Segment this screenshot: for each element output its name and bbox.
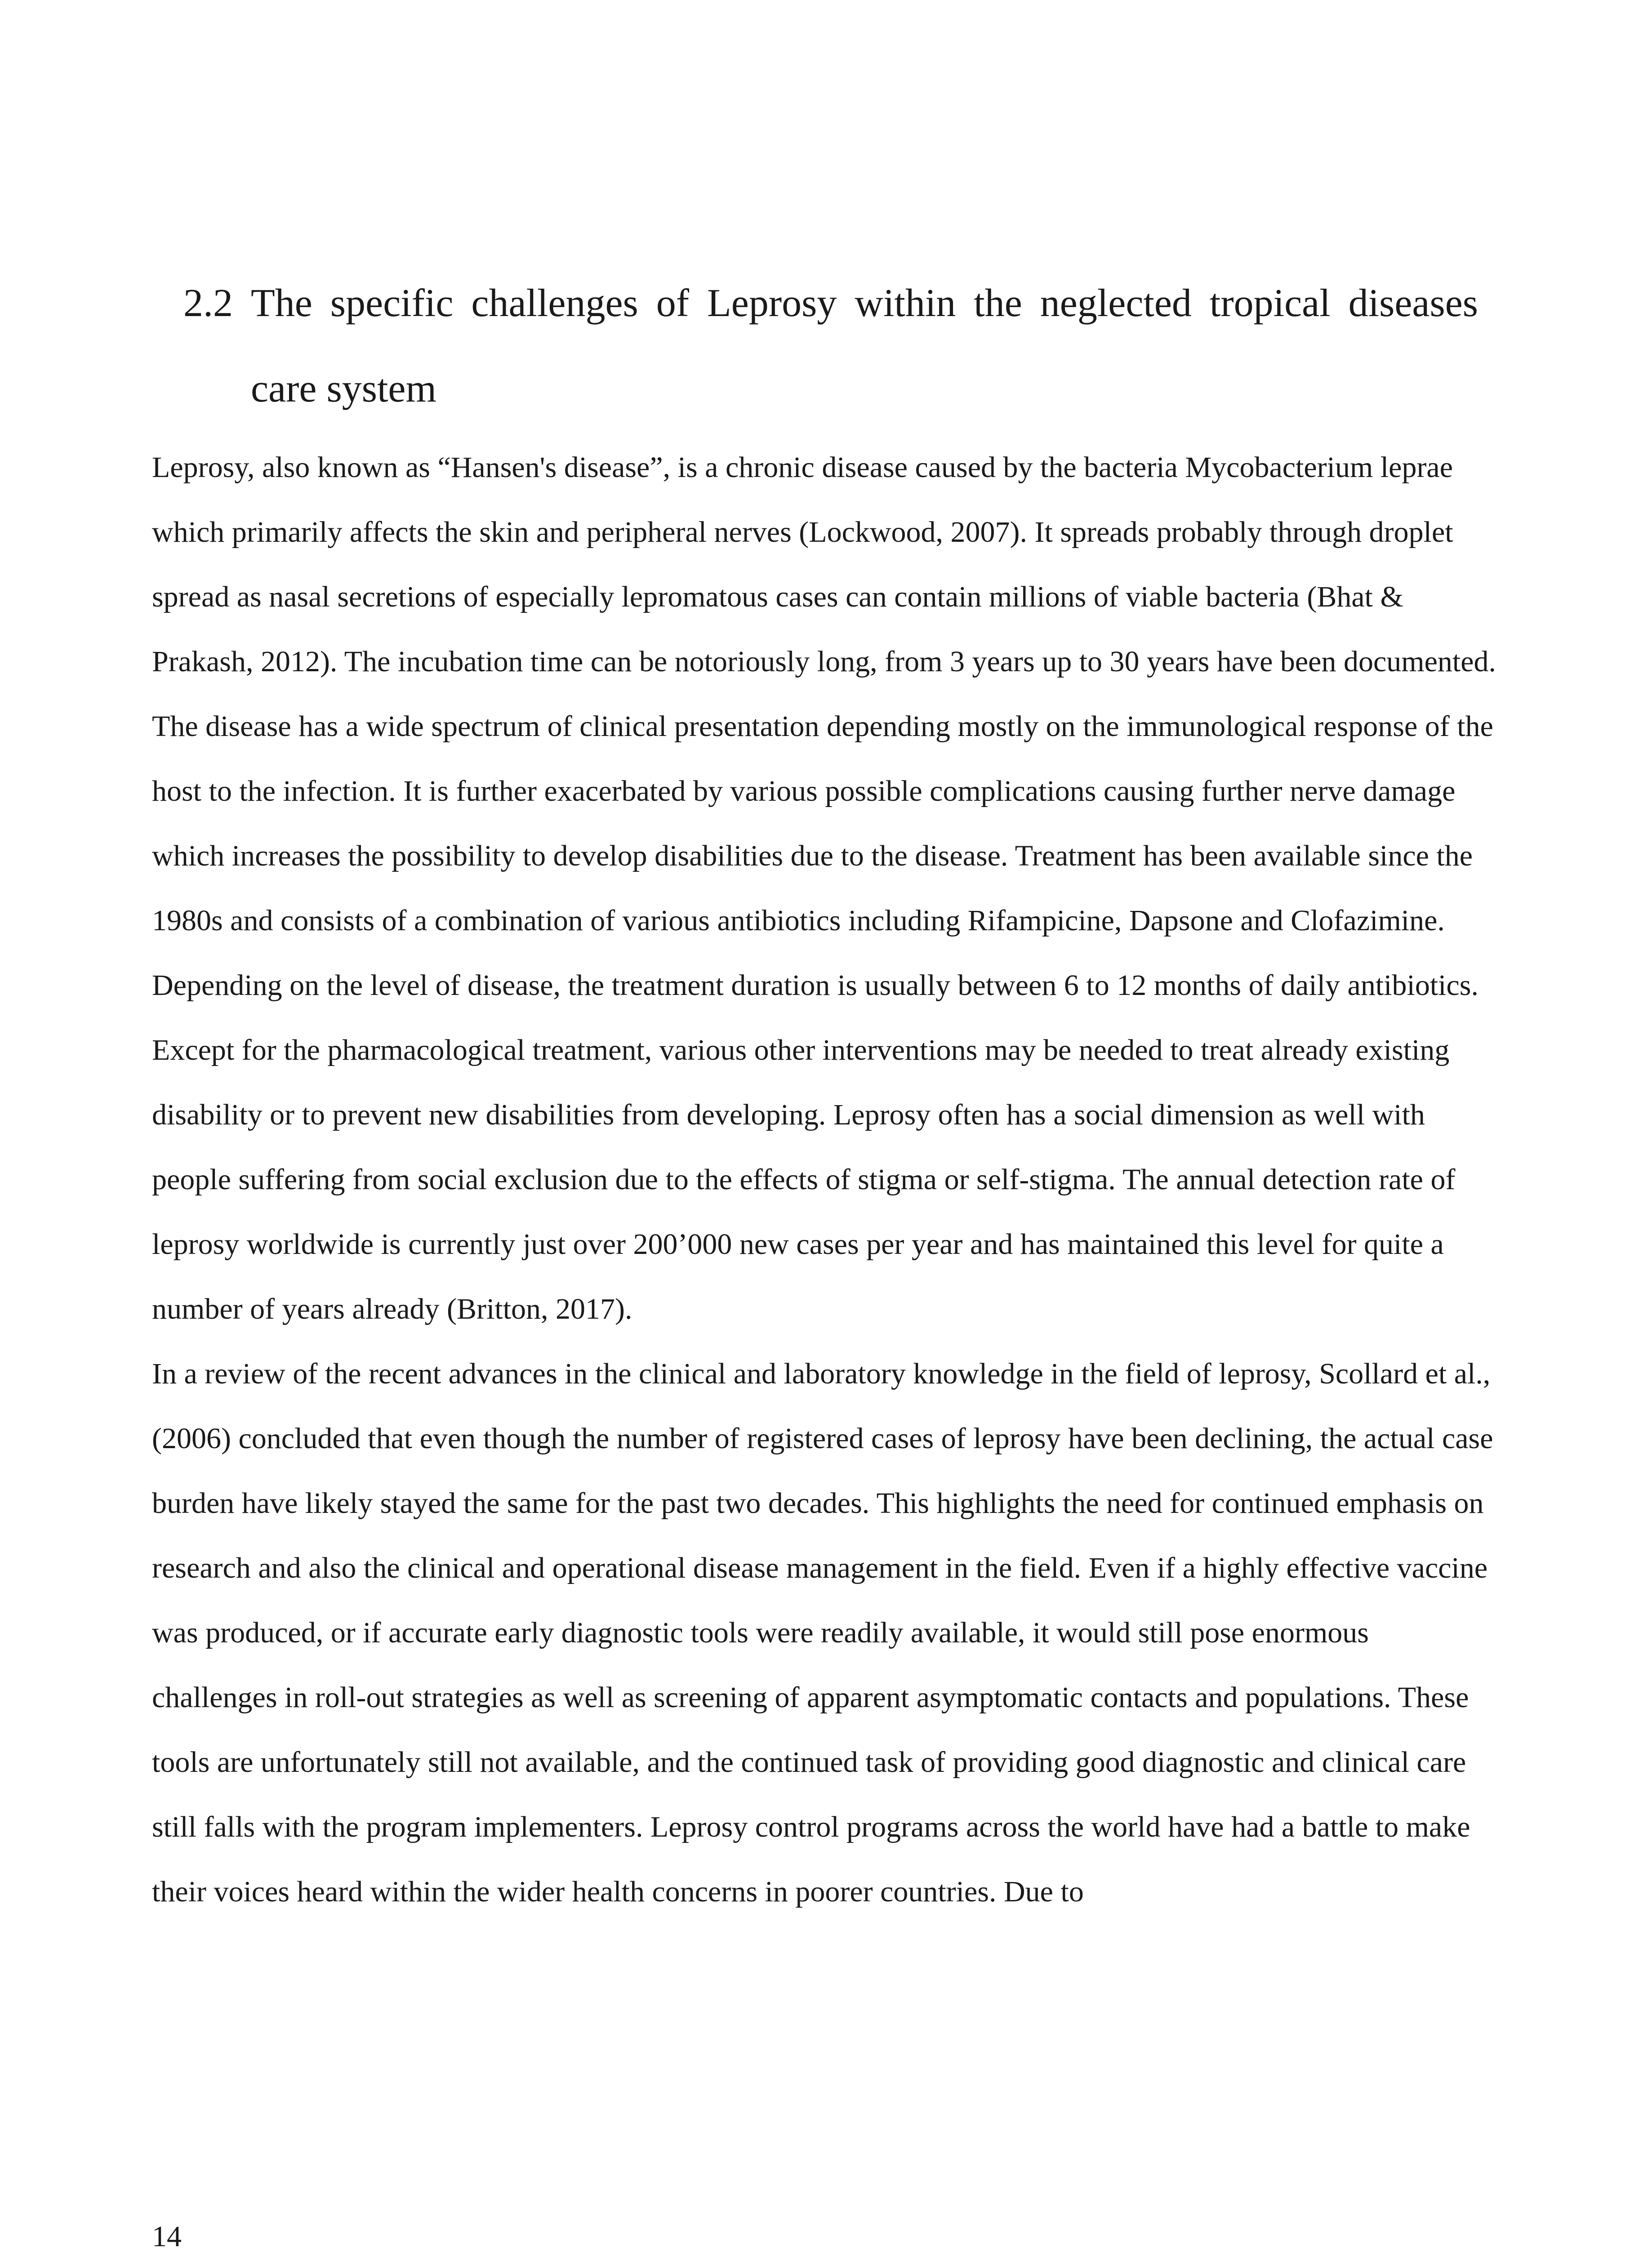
paragraph-recent-advances: In a review of the recent advances in the clinical and laboratory knowledge in the field of leprosy, Scollard et al., (2006) concluded that even though the number of registered cases of leprosy have been declining, the actual case burden have likely stayed the same for the past two decades. This highlights the need for continued emphasis on research and also the clinical and operational disease management in the field. Even if a highly effective vaccine was produced, or if accurate early diagnostic tools were readily available, it would still pose enormous challenges in roll-out strategies as well as screening of apparent asymptomatic contacts and populations. These tools are unfortunately still not available, and the continued task of providing good diagnostic and clinical care still falls with the program implementers. Leprosy control programs across the world have had a battle to make their voices heard within the wider health concerns in poorer countries. Due to	[152, 1357, 1493, 1908]
section-title: The specific challenges of Leprosy within the neglected tropical diseases care system	[251, 281, 1478, 410]
page-number: 14	[152, 2220, 182, 2248]
section-heading	[183, 261, 1478, 432]
paragraph-leprosy-overview: Leprosy, also known as “Hansen's disease”, is a chronic disease caused by the bacteria Mycobacterium leprae which primarily affects the skin and peripheral nerves (Lockwood, 2007). It spreads probably through droplet spread as nasal secretions of especially lepromatous cases can contain millions of viable bacteria (Bhat & Prakash, 2012). The incubation time can be notoriously long, from 3 years up to 30 years have been documented. The disease has a wide spectrum of clinical presentation depending mostly on the immunological response of the host to the infection. It is further exacerbated by various possible complications causing further nerve damage which increases the possibility to develop disabilities due to the disease. Treatment has been available since the 1980s and consists of a combination of various antibiotics including Rifampicine, Dapsone and Clofazimine. Depending on the level of disease, the treatment duration is usually between 6 to 12 months of daily antibiotics. Except for the pharmacological treatment, various other interventions may be needed to treat already existing disability or to prevent new disabilities from developing. Leprosy often has a social dimension as well with people suffering from social exclusion due to the effects of stigma or self-stigma. The annual detection rate of leprosy worldwide is currently just over 200’000 new cases per year and has maintained this level for quite a number of years already (Britton, 2017).	[152, 451, 1496, 1325]
body-text	[152, 435, 1496, 1924]
section-number: 2.2	[183, 281, 233, 325]
